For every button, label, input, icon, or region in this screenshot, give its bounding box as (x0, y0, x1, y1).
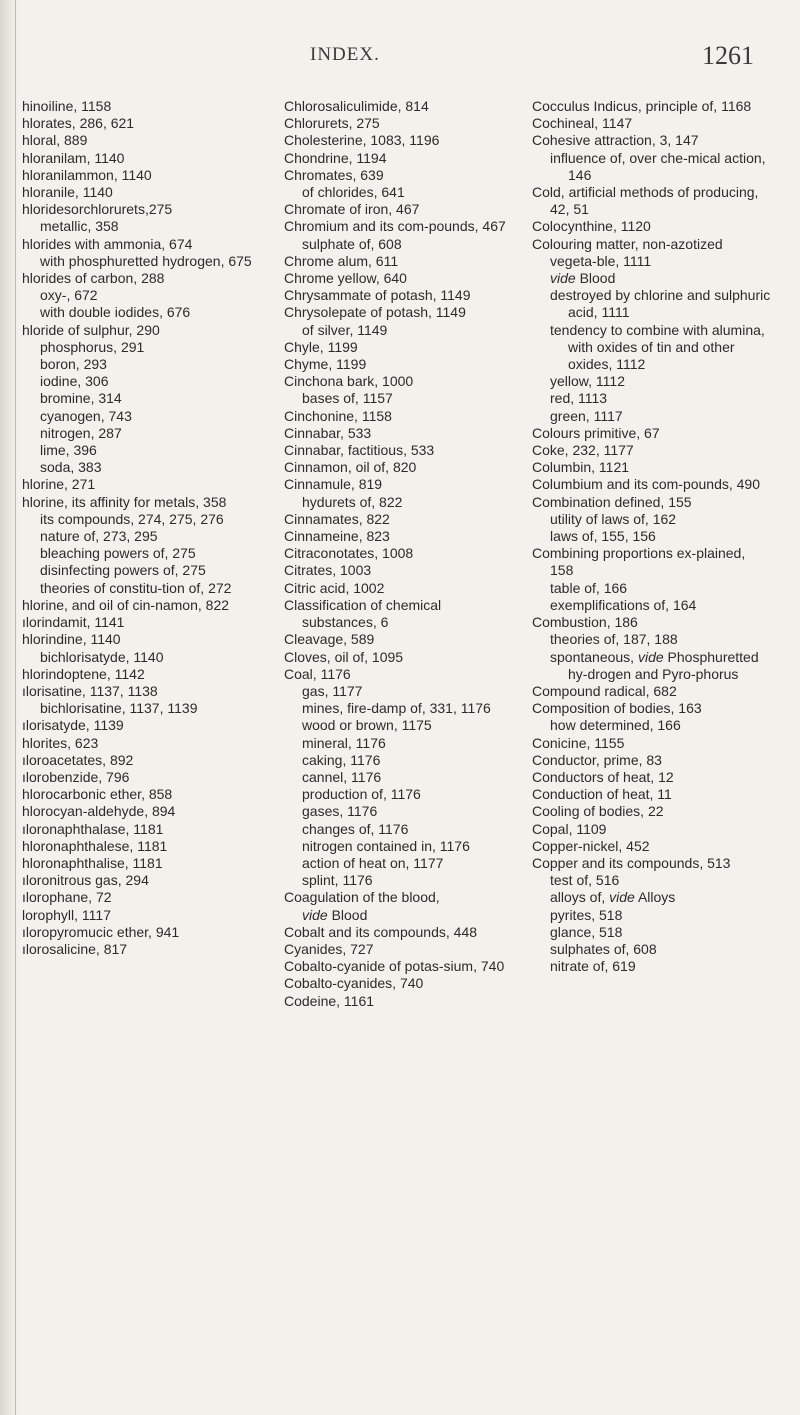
index-entry: ıloropyromucic ether, 941 (22, 923, 180, 940)
index-entry: Cleavage, 589 (284, 631, 375, 648)
index-entry: Chrome yellow, 640 (284, 270, 407, 287)
index-subentry: red, 1113 (550, 390, 608, 407)
index-entry: Conicine, 1155 (532, 734, 625, 751)
index-entry: Colouring matter, non-azotized vegeta-ble, 1111 (532, 235, 723, 269)
index-entry: Cinnamon, oil of, 820 (284, 459, 417, 476)
index-entry: Cooling of bodies, 22 (532, 803, 664, 820)
index-entry: Cocculus Indicus, principle of, 1168 (532, 98, 752, 114)
index-entry: Chlorurets, 275 (284, 115, 380, 132)
index-subentry: gases, 1176 (302, 803, 378, 820)
index-subentry: green, 1117 (550, 407, 623, 424)
index-subentry: influence of, over che-mical action, 146 (550, 149, 766, 183)
index-entry: Cobalto-cyanide of potas-sium, 740 (284, 958, 505, 975)
index-entry: ılorisatine, 1137, 1138 (22, 682, 158, 699)
index-column-3 (532, 98, 772, 975)
index-subentry: bichlorisatine, 1137, 1139 (40, 700, 198, 717)
index-entry: Copal, 1109 (532, 820, 607, 837)
index-subentry: laws of, 155, 156 (550, 528, 656, 545)
index-entry: Citrates, 1003 (284, 562, 372, 579)
index-subentry: phosphorus, 291 (40, 338, 145, 355)
index-subentry: with double iodides, 676 (40, 304, 191, 321)
index-entry: hlorine, and oil of cin-namon, 822 (22, 596, 230, 613)
index-entry: Cinnamates, 822 (284, 510, 390, 527)
index-entry: Cholesterine, 1083, 1196 (284, 132, 440, 149)
index-entry: ılorisatyde, 1139 (22, 717, 124, 734)
index-subentry: utility of laws of, 162 (550, 510, 677, 527)
index-subentry: gas, 1177 (302, 682, 363, 699)
index-entry: Chyle, 1199 (284, 338, 358, 355)
running-title: INDEX. (310, 44, 380, 65)
index-entry: Citraconotates, 1008 (284, 545, 414, 562)
index-subentry: oxy-, 672 (40, 287, 98, 304)
index-entry: Conductors of heat, 12 (532, 768, 674, 785)
index-entry: hloranile, 1140 (22, 184, 113, 201)
index-entry: Cloves, oil of, 1095 (284, 648, 404, 665)
index-subentry: mines, fire-damp of, 331, 1176 (302, 700, 491, 717)
index-entry: Cohesive attraction, 3, 147 (532, 132, 699, 149)
index-entry: Chromium and its com-pounds, 467 (284, 218, 506, 235)
index-subentry: lime, 396 (40, 442, 97, 459)
index-subentry: table of, 166 (550, 579, 628, 596)
index-entry: hloronaphthalise, 1181 (22, 854, 163, 871)
index-subentry: iodine, 306 (40, 373, 109, 390)
index-subentry: with phosphuretted hydrogen, 675 (40, 252, 252, 269)
index-entry: lorophyll, 1117 (22, 906, 111, 923)
index-entry: ılorosalicine, 817 (22, 940, 128, 957)
index-entry: hloridesorchlorurets,275 (22, 201, 173, 218)
index-entry: Conductor, prime, 83 (532, 751, 662, 768)
index-subentry: of chlorides, 641 (302, 184, 405, 201)
index-subentry: spontaneous, vide Phosphuretted hy-drogen and Pyro-phorus (550, 648, 759, 682)
index-subentry: nitrogen contained in, 1176 (302, 837, 470, 854)
index-subentry: exemplifications of, 164 (550, 596, 697, 613)
index-entry: hloronaphthalese, 1181 (22, 837, 168, 854)
index-subentry: bases of, 1157 (302, 390, 393, 407)
index-entry: Cinchona bark, 1000 (284, 373, 414, 390)
index-subentry: theories of, 187, 188 (550, 631, 678, 648)
index-entry: Copper-nickel, 452 (532, 837, 650, 854)
index-entry: Classification of chemical substances, 6 (284, 596, 442, 631)
index-subentry: action of heat on, 1177 (302, 854, 444, 871)
index-subentry: test of, 516 (550, 872, 620, 889)
index-entry: hloranilammon, 1140 (22, 166, 152, 183)
index-subentry: nitrate of, 619 (550, 958, 636, 975)
index-entry: Cyanides, 727 (284, 940, 374, 957)
index-subentry: sulphates of, 608 (550, 940, 657, 957)
index-entry: hloride of sulphur, 290 (22, 321, 160, 338)
index-entry: Combining proportions ex-plained, 158 (532, 545, 746, 579)
index-entry: Cinchonine, 1158 (284, 407, 392, 424)
index-entry: hlorindoptene, 1142 (22, 665, 145, 682)
index-entry: ılorindamit, 1141 (22, 614, 125, 631)
index-entry: Cinnabar, factitious, 533 (284, 442, 435, 459)
index-subentry: bleaching powers of, 275 (40, 545, 196, 562)
index-subentry: yellow, 1112 (550, 373, 625, 390)
index-entry: Codeine, 1161 (284, 992, 375, 1009)
index-subentry: nitrogen, 287 (40, 424, 122, 441)
index-column-2 (284, 98, 509, 1010)
index-entry: ıloronaphthalase, 1181 (22, 820, 164, 837)
index-subentry: of silver, 1149 (302, 321, 388, 338)
index-subentry: cannel, 1176 (302, 768, 382, 785)
index-entry: Cobalt and its compounds, 448 (284, 923, 478, 940)
index-entry: Colours primitive, 67 (532, 424, 660, 441)
index-entry: Chondrine, 1194 (284, 149, 387, 166)
index-subentry: vide Blood (302, 906, 368, 923)
index-entry: Coke, 232, 1177 (532, 442, 634, 459)
index-entry: Cinnabar, 533 (284, 424, 372, 441)
page-number: 1261 (702, 41, 754, 70)
index-subentry: hydurets of, 822 (302, 493, 403, 510)
index-subentry: metallic, 358 (40, 218, 119, 235)
index-subentry: alloys of, vide Alloys (550, 889, 676, 906)
index-entry: hlorites, 623 (22, 734, 99, 751)
index-entry: Cinnameine, 823 (284, 528, 390, 545)
index-entry: Chrome alum, 611 (284, 252, 399, 269)
index-subentry: soda, 383 (40, 459, 102, 476)
index-entry: hlorindine, 1140 (22, 631, 121, 648)
index-entry: hinoiline, 1158 (22, 98, 112, 114)
index-column-1 (22, 98, 254, 958)
index-entry: hlorine, 271 (22, 476, 96, 493)
index-subentry: bichlorisatyde, 1140 (40, 648, 164, 665)
index-subentry: changes of, 1176 (302, 820, 409, 837)
index-subentry: how determined, 166 (550, 717, 681, 734)
index-subentry: wood or brown, 1175 (302, 717, 432, 734)
index-subentry: vide Blood (550, 270, 616, 287)
page-header (0, 41, 800, 84)
index-subentry: tendency to combine with alumina, with oxides of tin and other oxides, 1112 (550, 321, 765, 373)
index-subentry: destroyed by chlorine and sulphuric acid, 1111 (550, 287, 771, 321)
index-subentry: its compounds, 274, 275, 276 (40, 510, 224, 527)
index-subentry: mineral, 1176 (302, 734, 386, 751)
index-subentry: disinfecting powers of, 275 (40, 562, 206, 579)
index-subentry: bromine, 314 (40, 390, 122, 407)
index-subentry: pyrites, 518 (550, 906, 623, 923)
index-entry: Colocynthine, 1120 (532, 218, 651, 235)
index-entry: hlorides of carbon, 288 (22, 270, 165, 287)
index-subentry: splint, 1176 (302, 872, 373, 889)
index-entry: Cochineal, 1147 (532, 115, 633, 132)
index-entry: Columbin, 1121 (532, 459, 630, 476)
index-subentry: production of, 1176 (302, 786, 421, 803)
index-entry: Chrysolepate of potash, 1149 (284, 304, 466, 321)
index-entry: hlorine, its affinity for metals, 358 (22, 493, 227, 510)
index-entry: Cold, artificial methods of producing, 42, 51 (532, 184, 759, 218)
index-entry: Chromate of iron, 467 (284, 201, 420, 218)
index-entry: hlorides with ammonia, 674 (22, 235, 193, 252)
index-entry: Combination defined, 155 (532, 493, 692, 510)
index-entry: ılorobenzide, 796 (22, 768, 130, 785)
index-subentry: boron, 293 (40, 356, 107, 373)
index-entry: Chromates, 639 (284, 166, 384, 183)
index-entry: Chyme, 1199 (284, 356, 367, 373)
index-entry: hlorates, 286, 621 (22, 115, 135, 132)
index-subentry: theories of constitu-tion of, 272 (40, 579, 232, 596)
index-entry: hloral, 889 (22, 132, 88, 149)
index-entry: ıloroacetates, 892 (22, 751, 134, 768)
index-subentry: sulphate of, 608 (302, 235, 402, 252)
index-entry: Combustion, 186 (532, 614, 638, 631)
index-entry: Chrysammate of potash, 1149 (284, 287, 471, 304)
index-entry: ıloronitrous gas, 294 (22, 872, 149, 889)
index-subentry: caking, 1176 (302, 751, 381, 768)
index-entry: Chlorosaliculimide, 814 (284, 98, 429, 114)
binding-line (15, 0, 16, 1415)
index-entry: Conduction of heat, 11 (532, 786, 672, 803)
index-entry: Cinnamule, 819 (284, 476, 383, 493)
index-subentry: cyanogen, 743 (40, 407, 132, 424)
index-subentry: glance, 518 (550, 923, 623, 940)
index-entry: Cobalto-cyanides, 740 (284, 975, 424, 992)
index-subentry: nature of, 273, 295 (40, 528, 158, 545)
index-entry: Composition of bodies, 163 (532, 700, 702, 717)
index-entry: hloranilam, 1140 (22, 149, 125, 166)
index-entry: ılorophane, 72 (22, 889, 112, 906)
index-entry: hlorocarbonic ether, 858 (22, 786, 173, 803)
index-entry: Compound radical, 682 (532, 682, 677, 699)
index-entry: hlorocyan-aldehyde, 894 (22, 803, 176, 820)
index-entry: Columbium and its com-pounds, 490 (532, 476, 761, 493)
index-entry: Coal, 1176 (284, 665, 351, 682)
index-entry: Copper and its compounds, 513 (532, 854, 731, 871)
index-entry: Coagulation of the blood, (284, 889, 440, 906)
index-entry: Citric acid, 1002 (284, 579, 385, 596)
